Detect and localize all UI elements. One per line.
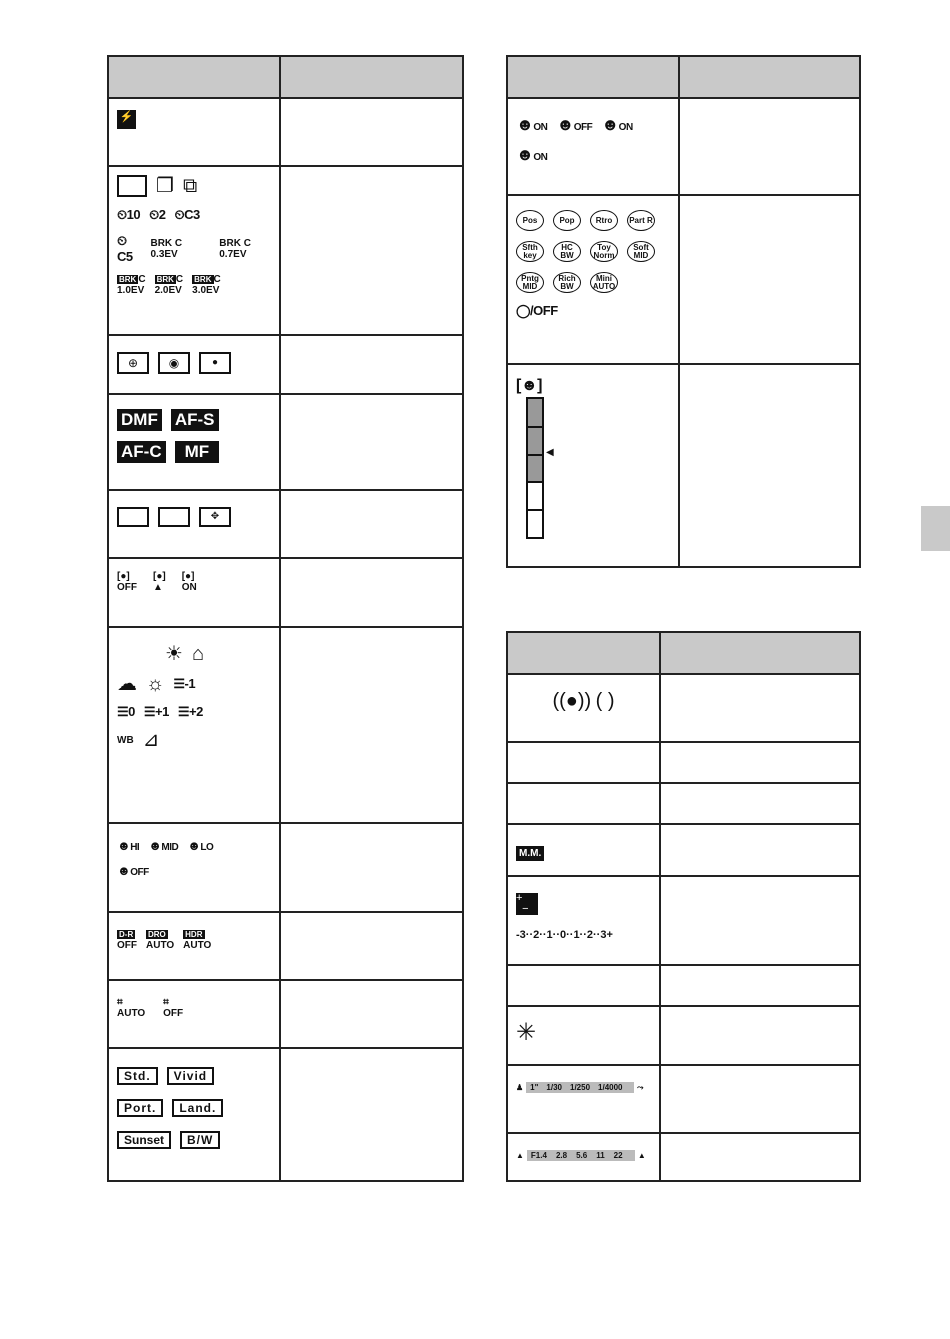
face-detect-registered-icon: [●] ▲ <box>153 571 166 593</box>
person-icon: ♟ <box>516 1083 524 1092</box>
effect-pop-icon: Pop <box>553 210 581 231</box>
flash-comp-icon: ⚡ <box>117 110 136 129</box>
shade-icon: ⌂ <box>191 643 205 665</box>
brk-icon: BRK C 2.0EV <box>154 274 184 296</box>
gauge-pointer-icon: ◀ <box>546 447 554 458</box>
effect-soft-focus-icon: Soft MID <box>627 241 655 262</box>
timer-c5-icon: ⏲C5 <box>117 233 133 264</box>
right-table <box>506 55 861 568</box>
auto-crop-icon: ⌗ AUTO <box>117 997 146 1019</box>
brk-icon: BRK C 0.3EV <box>150 237 183 260</box>
ev-scale: -3··2··1··0··1··2··3+ <box>516 929 613 941</box>
steadyshot-off-icon: ( ) <box>595 690 615 712</box>
flash-wb-icon: WB <box>117 734 134 746</box>
smile-shutter-on-icon: ☻ON <box>516 145 548 164</box>
smile-shutter-off-icon: ☻OFF <box>556 115 593 134</box>
brk-icon: BRK C 0.7EV <box>219 237 251 260</box>
smile-mid-icon: ☻MID <box>148 838 179 853</box>
style-portrait-icon: Port. <box>117 1099 163 1117</box>
running-icon: ⤳ <box>637 1082 644 1092</box>
smile-shutter-on-icon: ☻ON <box>601 115 633 134</box>
effect-off-icon: ◯/OFF <box>516 303 558 318</box>
exposure-comp-icon: + − <box>516 893 538 915</box>
incandescent-icon: ☼ <box>146 673 165 695</box>
fluorescent-icon: ☰-1 <box>173 676 196 691</box>
mf-icon: MF <box>175 441 220 463</box>
continuous-icon: ❐ <box>156 175 174 197</box>
style-vivid-icon: Vivid <box>167 1067 214 1085</box>
sharp-icon: ▲ <box>637 1151 646 1160</box>
dmf-icon: DMF <box>117 409 162 431</box>
smile-hi-icon: ☻HI <box>117 838 140 853</box>
dro-auto-icon: DRO AUTO <box>146 930 175 951</box>
af-c-icon: AF-C <box>117 441 166 463</box>
timer-c3-icon: ⏲C3 <box>174 207 200 222</box>
style-landscape-icon: Land. <box>172 1099 223 1117</box>
shutter-speed-indicator: ♟ 1" 1/30 1/250 1/4000 ⤳ <box>516 1082 644 1092</box>
smile-shutter-on-icon: ☻ON <box>516 115 548 134</box>
metered-manual-icon: M.M. <box>516 846 544 861</box>
brk-icon: BRK C 3.0EV <box>192 274 221 296</box>
steadyshot-on-icon: ((●)) <box>552 690 592 712</box>
smile-detect-icon: [☻] <box>516 377 542 394</box>
left-table <box>107 55 464 1182</box>
speed-priority-icon: ⧉ <box>182 175 198 197</box>
effect-retro-icon: Rtro <box>590 210 618 231</box>
effect-hdr-painting-icon: Pntg MID <box>516 272 544 293</box>
style-bw-icon: B/W <box>180 1131 220 1149</box>
wide-area-icon <box>117 507 149 527</box>
daylight-icon: ☀ <box>165 643 183 665</box>
effect-soft-high-key-icon: Sfth key <box>516 241 544 262</box>
center-area-icon <box>158 507 190 527</box>
smile-lo-icon: ☻LO <box>187 838 214 853</box>
spot-metering-icon: ● <box>199 352 231 374</box>
fluorescent-icon: ☰+1 <box>143 704 169 719</box>
flexible-spot-icon: ✥ <box>199 507 231 527</box>
header-cell <box>108 56 280 98</box>
effect-hc-mono-icon: HC BW <box>553 241 581 262</box>
style-sunset-icon: Sunset <box>117 1131 171 1149</box>
single-shot-icon <box>117 175 147 197</box>
fluorescent-icon: ☰+2 <box>177 704 203 719</box>
fluorescent-icon: ☰0 <box>117 704 135 719</box>
timer10-icon: ⏲10 <box>117 207 141 222</box>
af-s-icon: AF-S <box>171 409 219 431</box>
crop-off-icon: ⌗ OFF <box>163 997 184 1019</box>
header-cell <box>679 56 860 98</box>
bottom-table <box>506 631 861 1182</box>
aperture-indicator: ▲ F1.4 2.8 5.6 11 22 ▲ <box>516 1151 646 1160</box>
smile-off-icon: ☻OFF <box>117 863 149 878</box>
header-cell <box>660 632 860 674</box>
face-detect-on-icon: [●] ON <box>181 571 197 593</box>
section-tab <box>921 506 950 551</box>
style-std-icon: Std. <box>117 1067 158 1085</box>
center-metering-icon: ◉ <box>158 352 190 374</box>
brk-icon: BRK C 1.0EV <box>117 274 146 296</box>
blur-icon: ▲ <box>516 1151 524 1160</box>
custom-wb-icon: ⊿ <box>142 729 160 751</box>
effect-rich-tone-icon: Rich BW <box>553 272 581 293</box>
timer2-icon: ⏲2 <box>149 207 166 222</box>
header-cell <box>507 56 679 98</box>
effect-posterization-icon: Pos <box>516 210 544 231</box>
header-cell <box>507 632 660 674</box>
effect-partial-color-icon: Part R <box>627 210 655 231</box>
effect-miniature-icon: Mini AUTO <box>590 272 618 293</box>
ae-lock-icon: ✳ <box>516 1019 537 1046</box>
header-cell <box>280 56 463 98</box>
dro-off-icon: D-R OFF <box>117 930 137 951</box>
hdr-auto-icon: HDR AUTO <box>183 930 212 951</box>
multi-metering-icon: ⊕ <box>117 352 149 374</box>
cloudy-icon: ☁ <box>117 673 137 695</box>
effect-toy-camera-icon: Toy Norm <box>590 241 618 262</box>
face-detect-off-icon: [●] OFF <box>117 571 137 593</box>
smile-sensitivity-gauge <box>526 397 554 539</box>
